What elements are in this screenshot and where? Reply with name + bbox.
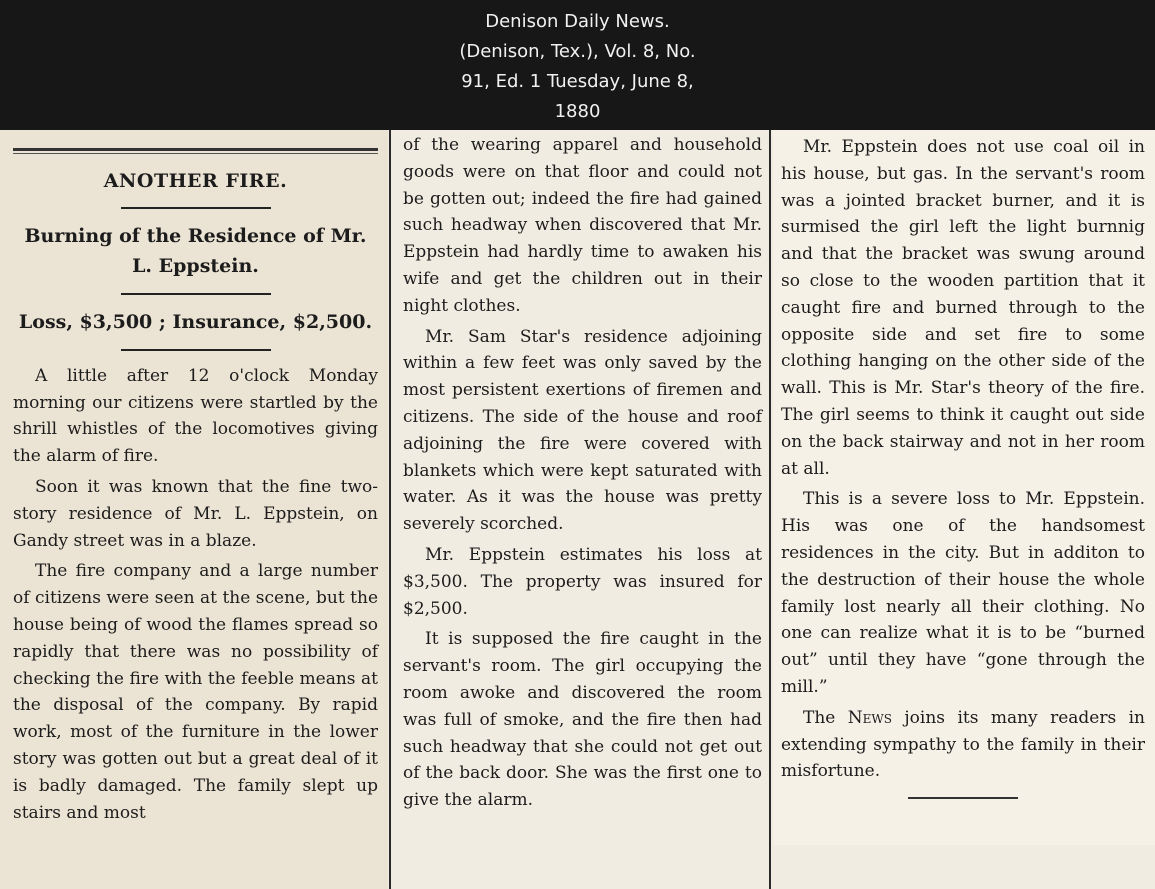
paragraph: This is a severe loss to Mr. Eppstein. His was one of the handsomest residences in the city. But in additon to the destruction of their house the whole family lost nearly all their clothing. No one can realize what it is to be “burned out” until they have “gone through the mill.”	[781, 489, 1145, 697]
headline-divider	[121, 207, 271, 209]
caption-line-4: 1880	[554, 101, 601, 122]
column-rule	[769, 130, 771, 889]
loss-divider	[121, 349, 271, 351]
paragraph: Soon it was known that the fine two-story residence of Mr. L. Eppstein, on Gandy street was in a blaze.	[13, 476, 378, 551]
newspaper-name: News	[847, 707, 892, 728]
article-end-rule	[908, 797, 1018, 799]
caption-line-1: Denison Daily News.	[485, 11, 670, 32]
headline: ANOTHER FIRE.	[103, 170, 288, 192]
closing-paragraph	[781, 705, 1145, 785]
column-3	[773, 130, 1155, 889]
image-caption	[0, 0, 1155, 130]
loss-line: Loss, $3,500 ; Insurance, $2,500.	[18, 310, 373, 333]
caption-line-2: (Denison, Tex.), Vol. 8, No.	[459, 41, 696, 62]
column-1	[0, 130, 388, 889]
paragraph: Mr. Sam Star's residence adjoining within a few feet was only saved by the most persistent exertions of firemen and citizens. The side of the house and roof adjoining the fire were covered with blankets which were kept saturated with water. As it was the house was pretty severely scorched.	[403, 326, 762, 535]
caption-line-3: 91, Ed. 1 Tuesday, June 8,	[461, 71, 694, 92]
column-rule	[389, 130, 391, 889]
paragraph: Mr. Eppstein does not use coal oil in his house, but gas. In the servant's room was a jointed bracket burner, and it is surmised the girl left the light burnnig and that the bracket was swung around so close to the wooden partition that it caught fire and burned through to the opposite side and set fire to some clothing hanging on the other side of the wall. This is Mr. Star's theory of the fire. The girl seems to think it caught out side on the back stairway and not in her room at all.	[781, 137, 1145, 479]
paragraph: A little after 12 o'clock Monday morning our citizens were startled by the shrill whistles of the locomotives giving the alarm of fire.	[13, 365, 378, 467]
paragraph-continuation: of the wearing apparel and household goods were on that floor and could not be gotten out; indeed the fire had gained such headway when discovered that Mr. Eppstein had hardly time to awaken his wife and get the children out in their night clothes.	[403, 135, 762, 316]
paragraph: It is supposed the fire caught in the servant's room. The girl occupying the room awoke and discovered the room was full of smoke, and the fire then had such headway that she could not get out of the back door. She was the first one to give the alarm.	[403, 629, 762, 811]
top-rule-thin	[13, 153, 378, 154]
column-2	[393, 130, 768, 889]
newspaper-page	[0, 130, 1155, 889]
closing-suffix: joins its many readers in extending sympathy to the family in their misfortune.	[781, 707, 1145, 782]
paragraph: Mr. Eppstein estimates his loss at $3,500. The property was insured for $2,500.	[403, 544, 762, 619]
paragraph: The fire company and a large number of citizens were seen at the scene, but the house being of wood the flames spread so rapidly that there was no possibility of checking the fire with the feeble means at the disposal of the company. By rapid work, most of the furniture in the lower story was gotten out but a great deal of it is badly damaged. The family slept up stairs and most	[13, 561, 378, 823]
subhead-divider	[121, 293, 271, 295]
top-rule	[13, 148, 378, 151]
subheadline: Burning of the Residence of Mr. L. Eppstein.	[24, 224, 367, 277]
closing-prefix: The	[803, 707, 848, 728]
